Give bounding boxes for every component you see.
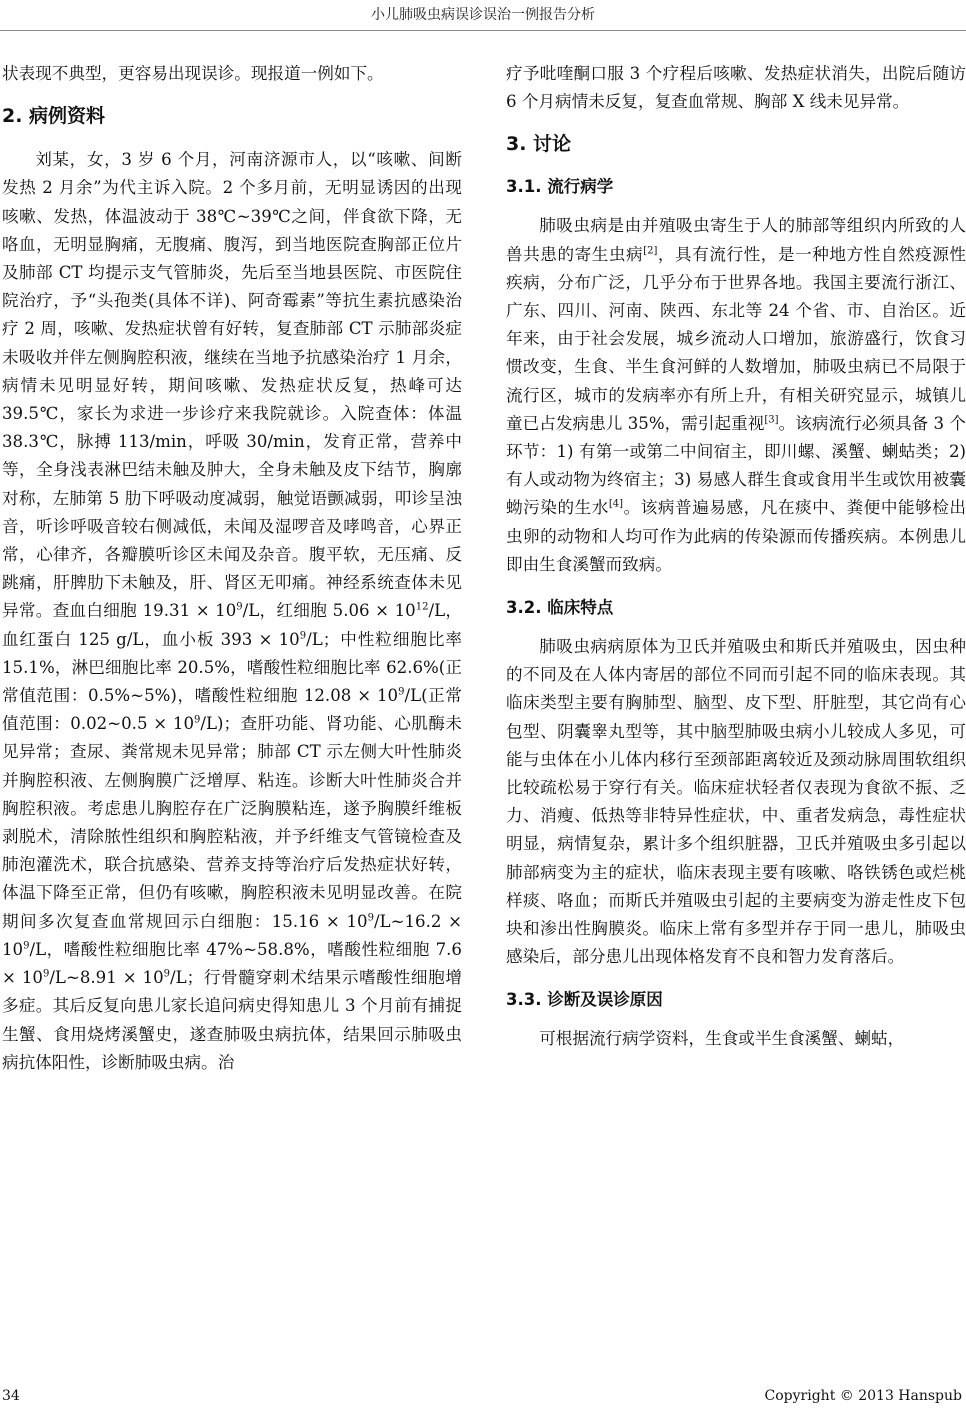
section-3-3-heading: 3.3. 诊断及误诊原因 <box>506 990 663 1010</box>
diagnosis-paragraph: 可根据流行病学资料，生食或半生食溪蟹、蝲蛄， <box>539 1029 905 1049</box>
treatment-continuation: 疗予吡喹酮口服 3 个疗程后咳嗽、发热症状消失，出院后随访 6 个月病情未反复，复查血常规、胸部 X 线未见异常。 <box>506 64 966 112</box>
section-3-1-heading: 3.1. 流行病学 <box>506 177 614 197</box>
section-3-2-heading: 3.2. 临床特点 <box>506 598 614 618</box>
running-header: 小儿肺吸虫病误诊误治一例报告分析 <box>371 7 595 23</box>
header-rule <box>0 30 966 31</box>
section-3-heading: 3. 讨论 <box>506 133 572 156</box>
clinical-features-paragraph: 肺吸虫病病原体为卫氏并殖吸虫和斯氏并殖吸虫，因虫种的不同及在人体内寄居的部位不同而引起不同的临床表现。其临床类型主要有胸肺型、脑型、皮下型、肝脏型，其它尚有心包型、阴囊睾丸型等，其中脑型肺吸虫病小儿较成人多见，可能与虫体在小儿体内移行至颈部距离较近及颈动脉周围软组织比较疏松易于穿行有关。临床症状轻者仅表现为食欲不振、乏力、消瘦、低热等非特异性症状，中、重者发病急，毒性症状明显，病情复杂，累计多个组织脏器，卫氏并殖吸虫多引起以肺部病变为主的症状，临床表现主要有咳嗽、咯铁锈色或烂桃样痰、咯血；而斯氏并殖吸虫引起的主要病变为游走性皮下包块和渗出性胸膜炎。临床上常有多型并存于同一患儿，肺吸虫感染后，部分患儿出现体格发育不良和智力发育落后。 <box>506 637 966 967</box>
left-column <box>2 60 462 1077</box>
reference-4: [4] <box>608 498 624 510</box>
intro-paragraph: 状表现不典型，更容易出现误诊。现报道一例如下。 <box>2 64 384 83</box>
copyright-notice: Copyright © 2013 Hanspub <box>764 1388 962 1404</box>
right-column <box>506 60 966 1054</box>
epidemiology-paragraph: 肺吸虫病是由并殖吸虫寄生于人的肺部等组织内所致的人兽共患的寄生虫病[2]，具有流行性，是一种地方性自然疫源性疾病，分布广泛，几乎分布于世界各地。我国主要流行浙江、广东、四川、河南、陕西、东北等 24 个省、市、自治区。近年来，由于社会发展，城乡流动人口增加，旅游盛行，饮食习惯改变，生食、半生食河鲜的人数增加，肺吸虫病已不局限于流行区，城市的发病率亦有所上升，有相关研究显示，城镇儿童已占发病患儿 35%，需引起重视[3]。该病流行必须具备 3 个环节：1) 有第一或第二中间宿主，即川螺、溪蟹、蝲蛄类；2) 有人或动物为终宿主；3) 易感人群生食或食用半生或饮用被囊蚴污染的生水[4]。该病普遍易感，凡在痰中、粪便中能够检出虫卵的动物和人均可作为此病的传染源而传播疾病。本例患儿即由生食溪蟹而致病。 <box>506 216 966 574</box>
page-number: 34 <box>2 1388 20 1404</box>
case-report-paragraph: 刘某，女，3 岁 6 个月，河南济源市人，以“咳嗽、间断发热 2 月余”为代主诉入院。2 个多月前，无明显诱因的出现咳嗽、发热，体温波动于 38℃~39℃之间，伴食欲下降，无咯血，无明显胸痛，无腹痛、腹泻，到当地医院查胸部正位片及肺部 CT 均提示支气管肺炎，先后至当地县医院、市医院住院治疗，予“头孢类(具体不详)、阿奇霉素”等抗生素抗感染治疗 2 周，咳嗽、发热症状曾有好转，复查肺部 CT 示肺部炎症未吸收并伴左侧胸腔积液，继续在当地予抗感染治疗 1 月余，病情未见明显好转，期间咳嗽、发热症状反复，热峰可达 39.5℃，家长为求进一步诊疗来我院就诊。入院查体：体温 38.3℃，脉搏 113/min，呼吸 30/min，发育正常，营养中等，全身浅表淋巴结未触及肿大，全身未触及皮下结节，胸廓对称，左肺第 5 肋下呼吸动度减弱，触觉语颤减弱，叩诊呈浊音，听诊呼吸音较右侧减低，未闻及湿啰音及哮鸣音，心界正常，心律齐，各瓣膜听诊区未闻及杂音。腹平软，无压痛、反跳痛，肝脾肋下未触及，肝、肾区无叩痛。神经系统查体未见异常。查血白细胞 $19.31 \times 10^9/L$，红细胞 $5.06 \times 10^{12}/L$，血红蛋白 125 g/L，血小板 $393 \times 10^9/L$；中性粒细胞比率 15.1%，淋巴细胞比率 20.5%，嗜酸性粒细胞比率 62.6%(正常值范围：0.5%~5%)，嗜酸性粒细胞 $12.08 \times 10^9/L$(正常值范围：0.02~0.5 × $10^9/L$)；查肝功能、肾功能、心肌酶未见异常；查尿、粪常规未见异常；肺部 CT 示左侧大叶性肺炎并胸腔积液、左侧胸膜广泛增厚、粘连。诊断大叶性肺炎合并胸腔积液。考虑患儿胸腔存在广泛胸膜粘连，遂予胸膜纤维板剥脱术，清除脓性组织和胸腔粘液，并予纤维支气管镜检查及肺泡灌洗术，联合抗感染、营养支持等治疗后发热症状好转，体温下降至正常，但仍有咳嗽，胸腔积液未见明显改善。在院期间多次复查血常规回示白细胞：$15.16 \times 10^9/L\sim 16.2 \times 10^9/L$，嗜酸性粒细胞比率 47%~58.8%，嗜酸性粒细胞 $7.6 \times 10^9/L\sim 8.91 \times 10^9/L$；行骨髓穿刺术结果示嗜酸性细胞增多症。其后反复向患儿家长追问病史得知患儿 3 个月前有捕捉生蟹、食用烧烤溪蟹史，遂查肺吸虫病抗体，结果回示肺吸虫病抗体阳性，诊断肺吸虫病。治 <box>2 150 462 1072</box>
section-2-heading: 2. 病例资料 <box>2 105 106 128</box>
reference-3: [3] <box>764 414 779 426</box>
reference-2: [2] <box>643 245 658 257</box>
